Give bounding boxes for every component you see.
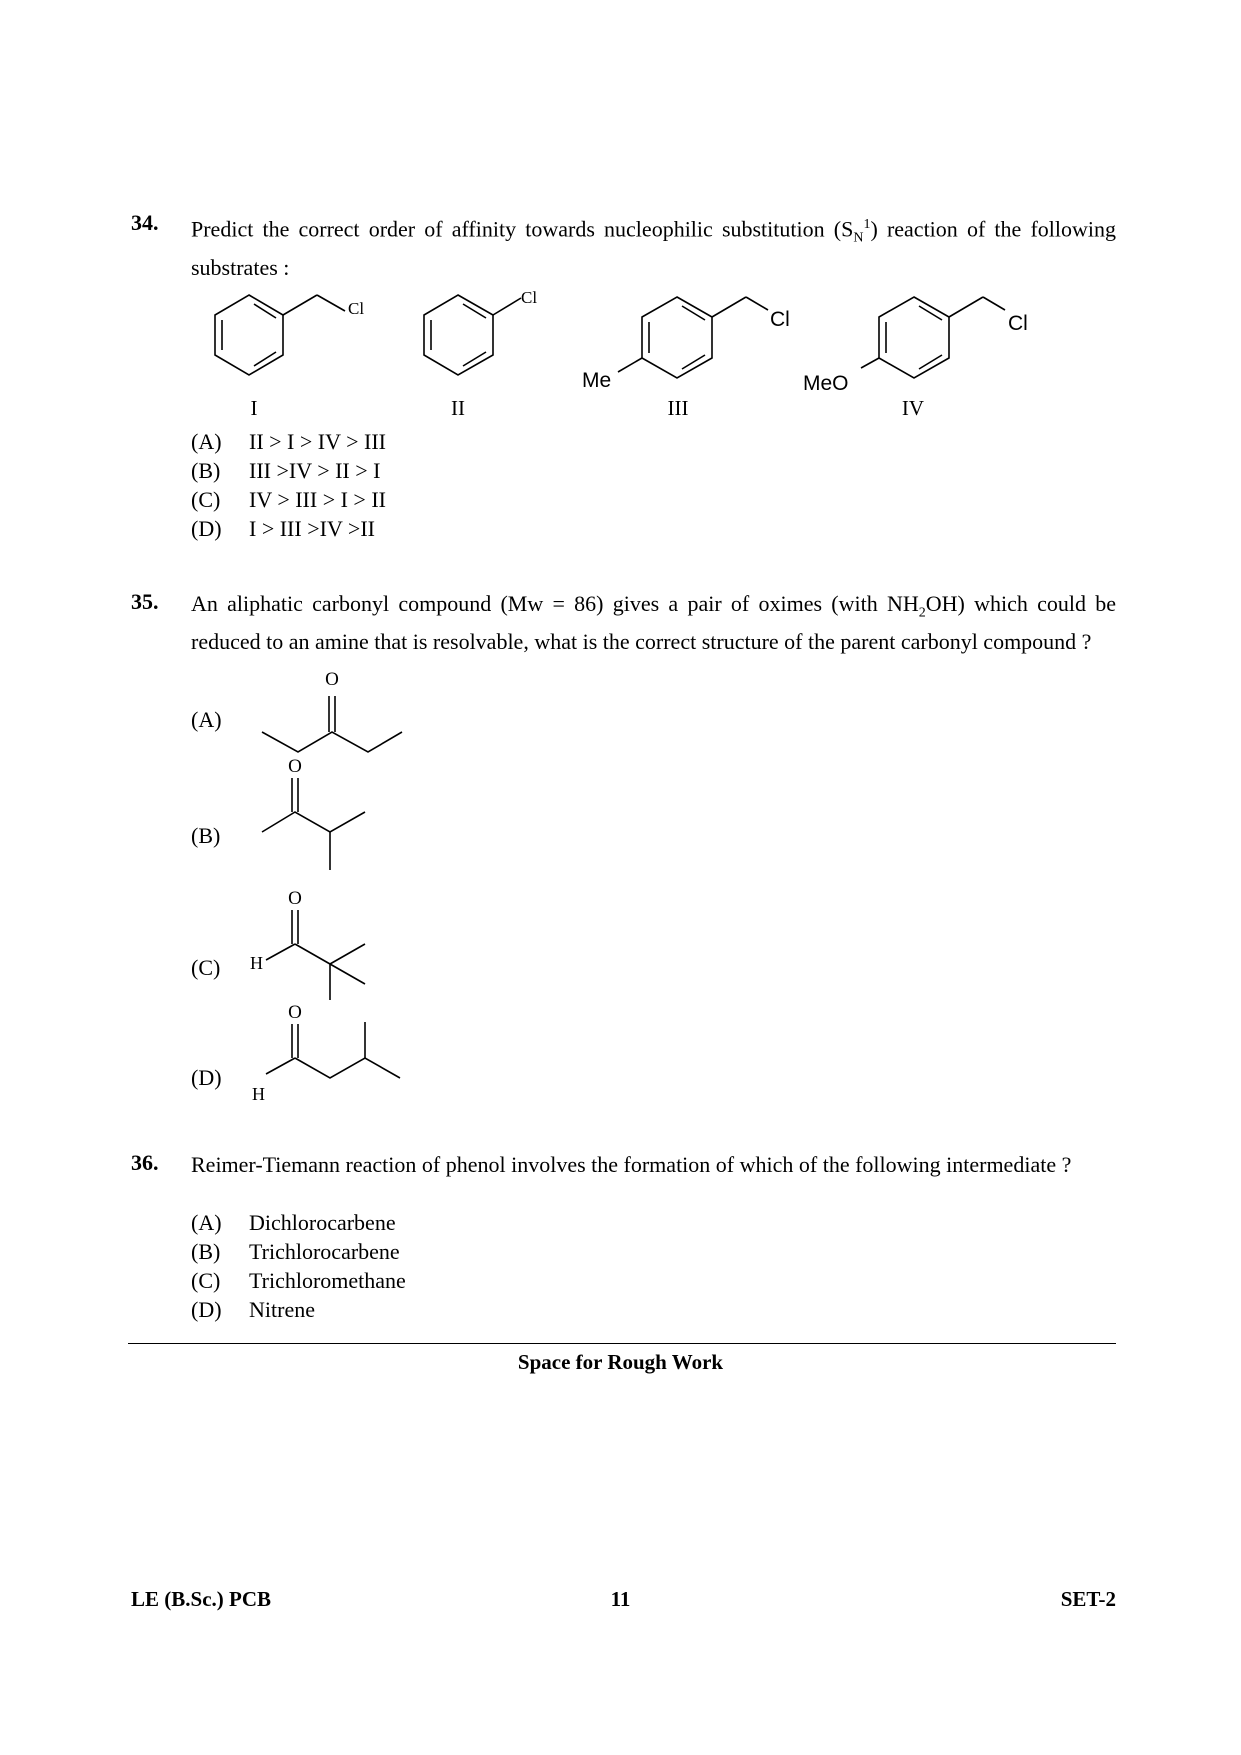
- structure-methylbutanal: [266, 1022, 400, 1078]
- structure-benzyl-chloride: [215, 295, 345, 375]
- question-34-text: Predict the correct order of affinity towards nucleophilic substitution $(S_N^1)$ reaction of the following substrates :: [191, 216, 1116, 280]
- structure-methylbenzyl-chloride: [618, 297, 768, 378]
- structure-3-me-label: Me: [582, 369, 612, 392]
- question-35-number: 35.: [131, 589, 159, 614]
- structure-pivaldehyde: [266, 910, 365, 1000]
- q34-option-c[interactable]: (C) IV > III > I > II: [191, 487, 386, 512]
- q36-option-b[interactable]: (B) Trichlorocarbene: [191, 1239, 400, 1264]
- option-d-h-label: H: [252, 1084, 265, 1104]
- q35-structures: [0, 660, 1241, 1110]
- q36-option-a[interactable]: (A) Dichlorocarbene: [191, 1210, 396, 1235]
- structure-3-numeral: III: [667, 396, 689, 420]
- q36-option-d[interactable]: (D) Nitrene: [191, 1297, 315, 1322]
- structure-2-numeral: II: [451, 396, 465, 420]
- question-34-number: 34.: [131, 210, 159, 235]
- question-36-number: 36.: [131, 1150, 159, 1175]
- q36-options: [191, 1208, 406, 1324]
- footer-page-number: 11: [610, 1587, 631, 1611]
- q34-option-b[interactable]: (B) III >IV > II > I: [191, 458, 381, 483]
- option-a-oxygen-label: O: [325, 669, 339, 690]
- q34-options: [191, 427, 386, 543]
- divider-line: [128, 1343, 1116, 1344]
- question-35-text: An aliphatic carbonyl compound (Mw = 86) gives a pair of oximes (with $NH_2OH$) which could be reduced to an amine that is resolvable, what is the correct structure of the parent carbonyl compound ?: [191, 591, 1116, 655]
- footer-set-label: SET-2: [1060, 1587, 1116, 1611]
- q36-option-c[interactable]: (C) Trichloromethane: [191, 1268, 406, 1293]
- structure-2-cl-label: Cl: [521, 288, 538, 307]
- option-c-h-label: H: [250, 953, 263, 973]
- q35-option-b[interactable]: (B): [191, 823, 221, 848]
- structure-1-cl-label: Cl: [348, 299, 365, 318]
- option-d-oxygen-label: O: [288, 1002, 302, 1023]
- footer-course-code: LE (B.Sc.) PCB: [131, 1587, 272, 1611]
- option-c-oxygen-label: O: [288, 888, 302, 909]
- structure-chlorobenzene: [424, 295, 521, 375]
- question-36-text: Reimer-Tiemann reaction of phenol involves the formation of which of the following intermediate ?: [191, 1152, 1072, 1177]
- structure-4-numeral: IV: [901, 396, 925, 420]
- q35-option-d[interactable]: (D): [191, 1065, 222, 1090]
- structure-4-cl-label: Cl: [1008, 312, 1028, 335]
- rough-work-heading: Space for Rough Work: [517, 1350, 724, 1374]
- option-b-oxygen-label: O: [288, 756, 302, 777]
- structure-methoxybenzyl-chloride: [861, 297, 1005, 378]
- q35-option-a[interactable]: (A): [191, 707, 222, 732]
- structure-1-numeral: I: [250, 396, 258, 420]
- structure-methylbutanone: [262, 778, 365, 870]
- q34-option-d[interactable]: (D) I > III >IV >II: [191, 516, 375, 541]
- q34-structures: [0, 0, 1241, 440]
- structure-3-cl-label: Cl: [770, 308, 790, 331]
- q34-option-a[interactable]: (A) II > I > IV > III: [191, 429, 386, 454]
- q35-option-c[interactable]: (C): [191, 955, 221, 980]
- structure-4-meo-label: MeO: [803, 372, 849, 395]
- structure-3-pentanone: [262, 696, 402, 752]
